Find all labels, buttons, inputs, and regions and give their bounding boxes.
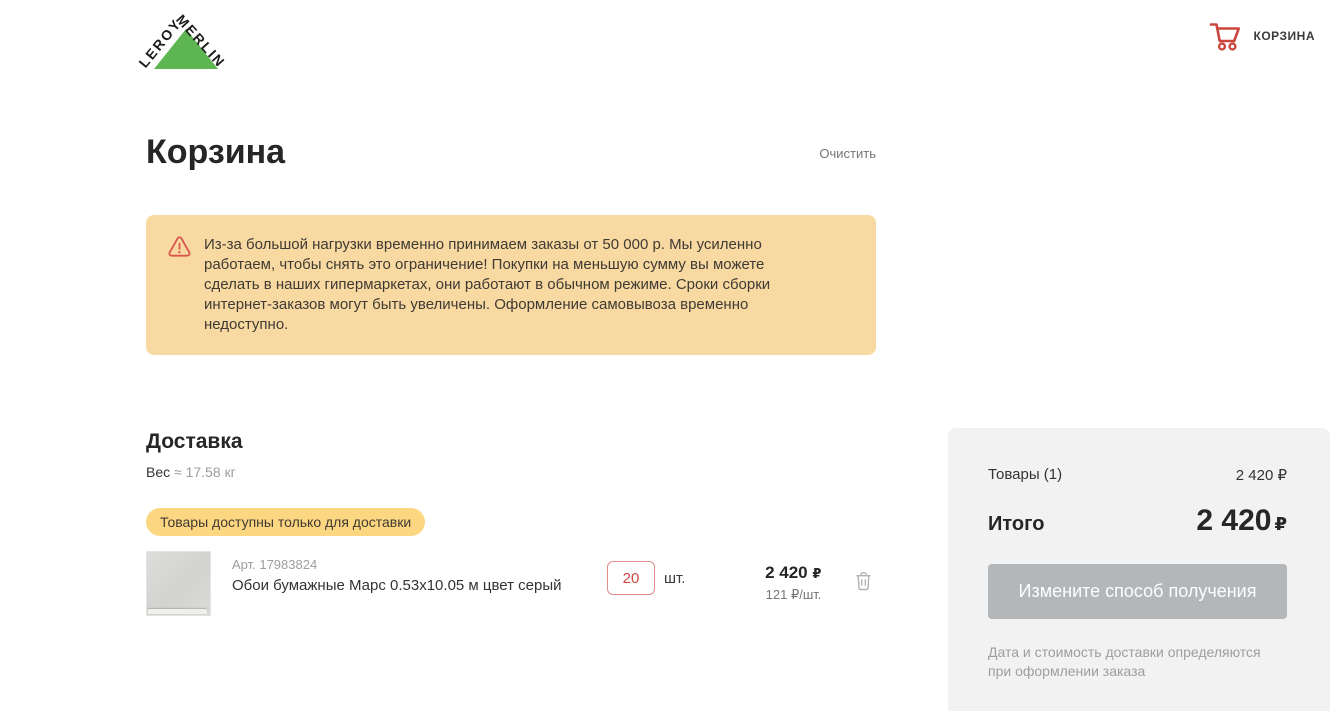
warning-text: Из-за большой нагрузки временно принимаем заказы от 50 000 р. Мы усиленно работаем, чтобы снять это ограничение! Покупки на меньшую сумму вы можете сделать в наших гипермаркетах, они работают в обычном режиме. Сроки сборки интернет-заказов могут быть увеличены. Оформление самовывоза временно недоступно.: [204, 236, 771, 333]
summary-delivery-note: Дата и стоимость доставки определяются при оформлении заказа: [988, 644, 1261, 679]
page-title: Корзина: [146, 133, 286, 171]
logo-text-merlin: MERLIN: [173, 11, 229, 71]
product-name-link[interactable]: Обои бумажные Марс 0.53x10.05 м цвет серый: [232, 577, 562, 594]
clear-cart-link[interactable]: Очистить: [819, 146, 876, 161]
summary-items-label: Товары (1): [988, 466, 1063, 483]
weight-label: Вес: [146, 464, 171, 480]
header-cart-button[interactable]: [1208, 20, 1315, 52]
delivery-only-badge: Товары доступны только для доставки: [146, 508, 425, 536]
ruble-sign: ₽: [812, 566, 822, 581]
cart-item-row: [146, 551, 876, 616]
order-summary-card: [948, 428, 1330, 711]
quantity-input[interactable]: [607, 561, 655, 595]
warning-banner: [146, 215, 876, 355]
product-thumbnail[interactable]: [146, 551, 211, 616]
remove-item-button[interactable]: [855, 571, 872, 594]
cart-main: [146, 130, 876, 616]
title-row: [146, 130, 876, 174]
cart-weight: [146, 464, 876, 480]
product-info: [232, 551, 607, 594]
logo-text-leroy: LEROY: [135, 15, 185, 71]
summary-items-row: [988, 466, 1287, 484]
quantity-unit-label: шт.: [664, 569, 686, 587]
total-ruble-sign: ₽: [1274, 514, 1287, 534]
price-amount: 2 420: [765, 563, 808, 582]
product-price: [731, 563, 821, 583]
weight-value: ≈ 17.58 кг: [174, 464, 236, 480]
quantity-control: [607, 561, 685, 595]
leroy-merlin-logo[interactable]: [137, 6, 233, 72]
warning-triangle-icon: [168, 236, 191, 335]
product-price-block: [731, 551, 821, 603]
trash-icon: [855, 571, 872, 591]
header-cart-label: КОРЗИНА: [1253, 29, 1315, 43]
product-sku: Арт. 17983824: [232, 557, 318, 572]
summary-total-label: Итого: [988, 513, 1045, 535]
summary-total-row: [988, 504, 1287, 538]
summary-total-price: [1196, 504, 1287, 538]
cart-icon: [1208, 20, 1244, 52]
delivery-section-title: Доставка: [146, 430, 243, 453]
change-delivery-method-button[interactable]: Измените способ получения: [988, 564, 1287, 619]
summary-items-price: 2 420 ₽: [1235, 467, 1287, 484]
total-amount: 2 420: [1196, 504, 1272, 537]
product-unit-price: 121 ₽/шт.: [765, 587, 822, 602]
header: [0, 0, 1330, 92]
